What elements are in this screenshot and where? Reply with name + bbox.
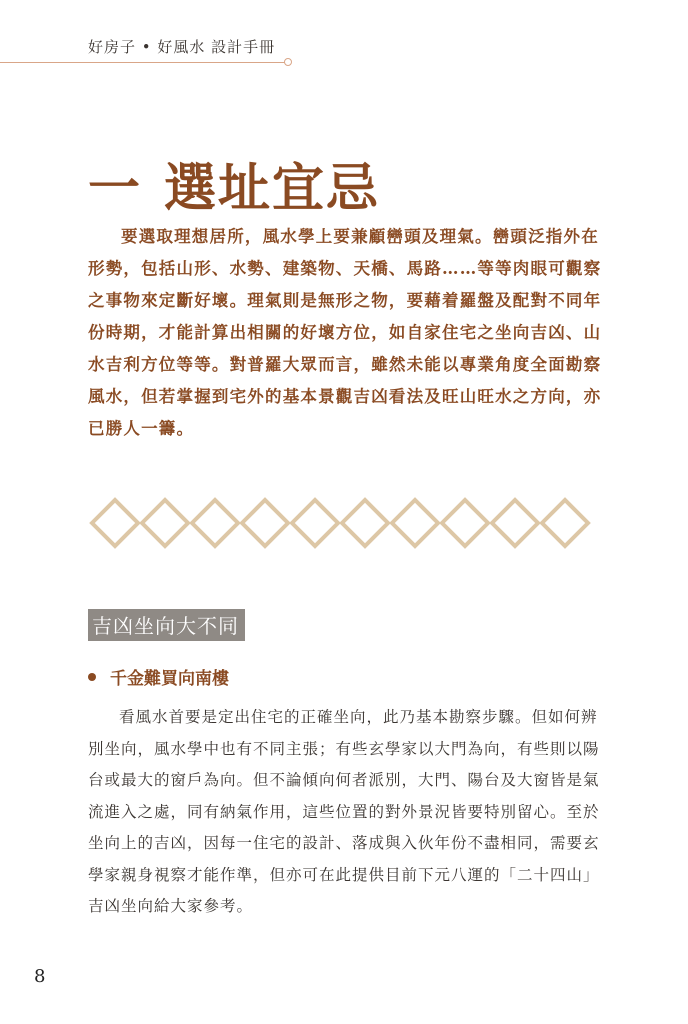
section-heading: 吉凶坐向大不同 <box>88 609 245 641</box>
subheading-text: 千金難買向南樓 <box>110 669 229 689</box>
body-paragraph: 看風水首要是定出住宅的正確坐向，此乃基本勘察步驟。但如何辨別坐向，風水學中也有不同主張；有些玄學家以大門為向，有些則以陽台或最大的窗戶為向。但不論傾向何者派別，大門、陽台及大窗皆是氣流進入之處，同有納氣作用，這些位置的對外景況皆要特別留心。至於坐向上的吉凶，因每一住宅的設計、落成與入伙年份不盡相同，需要玄學家親身視察才能作準，但亦可在此提供目前下元八運的「二十四山」吉凶坐向給大家參考。 <box>88 708 600 915</box>
chapter-title <box>88 146 380 221</box>
page-number: 8 <box>34 966 46 987</box>
header-rule-end-dot <box>284 58 292 66</box>
bullet-dot-icon <box>88 673 96 681</box>
intro-paragraph: 要選取理想居所，風水學上要兼顧巒頭及理氣。巒頭泛指外在形勢，包括山形、水勢、建築物、天橋、馬路……等等肉眼可觀察之事物來定斷好壞。理氣則是無形之物，要藉着羅盤及配對不同年份時期，才能計算出相關的好壞方位，如自家住宅之坐向吉凶、山水吉利方位等等。對普羅大眾而言，雖然未能以專業角度全面勘察風水，但若掌握到宅外的基本景觀吉凶看法及旺山旺水之方向，亦已勝人一籌。 <box>88 227 602 438</box>
header-rule <box>0 62 285 63</box>
running-header: 好房子 • 好風水 設計手冊 <box>88 38 276 56</box>
chapter-number: 一 <box>88 158 143 219</box>
chapter-heading: 選址宜忌 <box>164 158 381 219</box>
subheading <box>88 664 229 689</box>
diamond-ornament <box>88 495 600 551</box>
